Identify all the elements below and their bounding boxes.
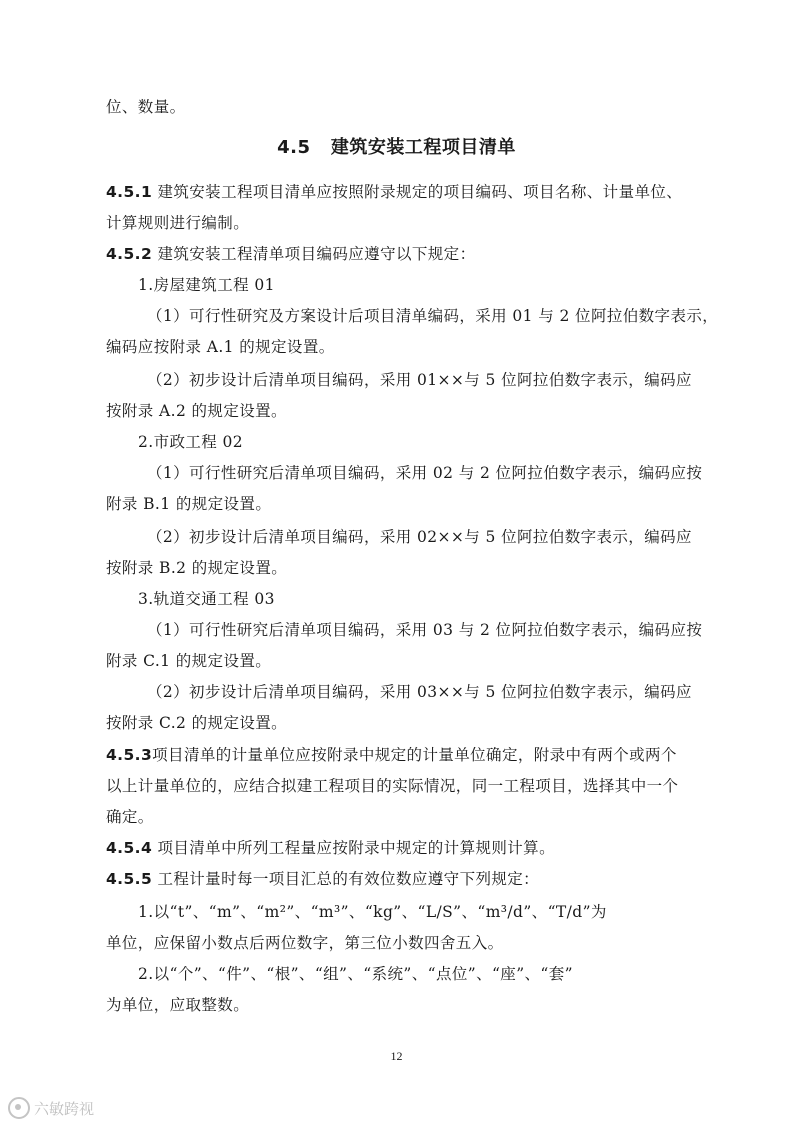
text-line: 计算规则进行编制。 — [106, 214, 250, 232]
list-item: 3.轨道交通工程 03 — [138, 590, 275, 608]
text-line: 编码应按附录 A.1 的规定设置。 — [106, 338, 335, 356]
clause-text: 工程计量时每一项目汇总的有效位数应遵守下列规定： — [157, 870, 540, 888]
text-line: （2）初步设计后清单项目编码，采用 03××与 5 位阿拉伯数字表示，编码应 — [147, 683, 692, 701]
clause-4-5-3 — [106, 744, 691, 766]
text-line: 位、数量。 — [106, 98, 186, 116]
clause-number: 4.5.4 — [106, 839, 153, 857]
clause-4-5-5 — [106, 868, 691, 890]
text-line: 按附录 A.2 的规定设置。 — [106, 402, 287, 420]
text-line: （1）可行性研究后清单项目编码，采用 02 与 2 位阿拉伯数字表示，编码应按 — [147, 464, 703, 482]
clause-text: 项目清单的计量单位应按附录中规定的计量单位确定，附录中有两个或两个 — [152, 746, 677, 764]
clause-number: 4.5.5 — [106, 870, 153, 888]
text-line: （1）可行性研究后清单项目编码，采用 03 与 2 位阿拉伯数字表示，编码应按 — [147, 621, 703, 639]
clause-number: 4.5.3 — [106, 746, 153, 764]
watermark — [8, 1097, 94, 1119]
watermark-text: 六敏跨视 — [34, 1099, 95, 1118]
text-line: 确定。 — [106, 808, 154, 826]
list-item: 1.房屋建筑工程 01 — [138, 276, 275, 294]
page-number: 12 — [390, 1049, 403, 1063]
clause-4-5-2 — [106, 243, 691, 265]
text-line: 单位，应保留小数点后两位数字，第三位小数四舍五入。 — [106, 934, 504, 952]
text-line: （2）初步设计后清单项目编码，采用 02××与 5 位阿拉伯数字表示，编码应 — [147, 528, 692, 546]
list-item: 2.市政工程 02 — [138, 433, 244, 451]
clause-text: 建筑安装工程清单项目编码应遵守以下规定： — [157, 245, 476, 263]
clause-4-5-1 — [106, 181, 691, 203]
clause-text: 项目清单中所列工程量应按附录中规定的计算规则计算。 — [157, 839, 555, 857]
watermark-logo-icon — [8, 1097, 30, 1119]
text-line: （1）可行性研究及方案设计后项目清单编码，采用 01 与 2 位阿拉伯数字表示， — [147, 307, 719, 325]
list-item: 1.以“t”、“m”、“m²”、“m³”、“kg”、“L/S”、“m³/d”、“T/d”为 — [138, 903, 607, 921]
clause-number: 4.5.2 — [106, 245, 153, 263]
section-heading — [0, 136, 793, 160]
text-line: 附录 C.1 的规定设置。 — [106, 652, 272, 670]
text-line: 为单位，应取整数。 — [106, 996, 250, 1014]
heading-title: 建筑安装工程项目清单 — [330, 137, 516, 158]
text-line: （2）初步设计后清单项目编码，采用 01××与 5 位阿拉伯数字表示，编码应 — [147, 371, 692, 389]
text-line: 附录 B.1 的规定设置。 — [106, 495, 272, 513]
text-line: 按附录 B.2 的规定设置。 — [106, 559, 288, 577]
clause-4-5-4 — [106, 837, 691, 859]
clause-number: 4.5.1 — [106, 183, 153, 201]
clause-text: 建筑安装工程项目清单应按照附录规定的项目编码、项目名称、计量单位、 — [157, 183, 683, 201]
heading-number: 4.5 — [277, 137, 311, 158]
text-line: 按附录 C.2 的规定设置。 — [106, 714, 288, 732]
list-item: 2.以“个”、“件”、“根”、“组”、“系统”、“点位”、“座”、“套” — [138, 965, 573, 983]
text-line: 以上计量单位的，应结合拟建工程项目的实际情况，同一工程项目，选择其中一个 — [106, 777, 679, 795]
